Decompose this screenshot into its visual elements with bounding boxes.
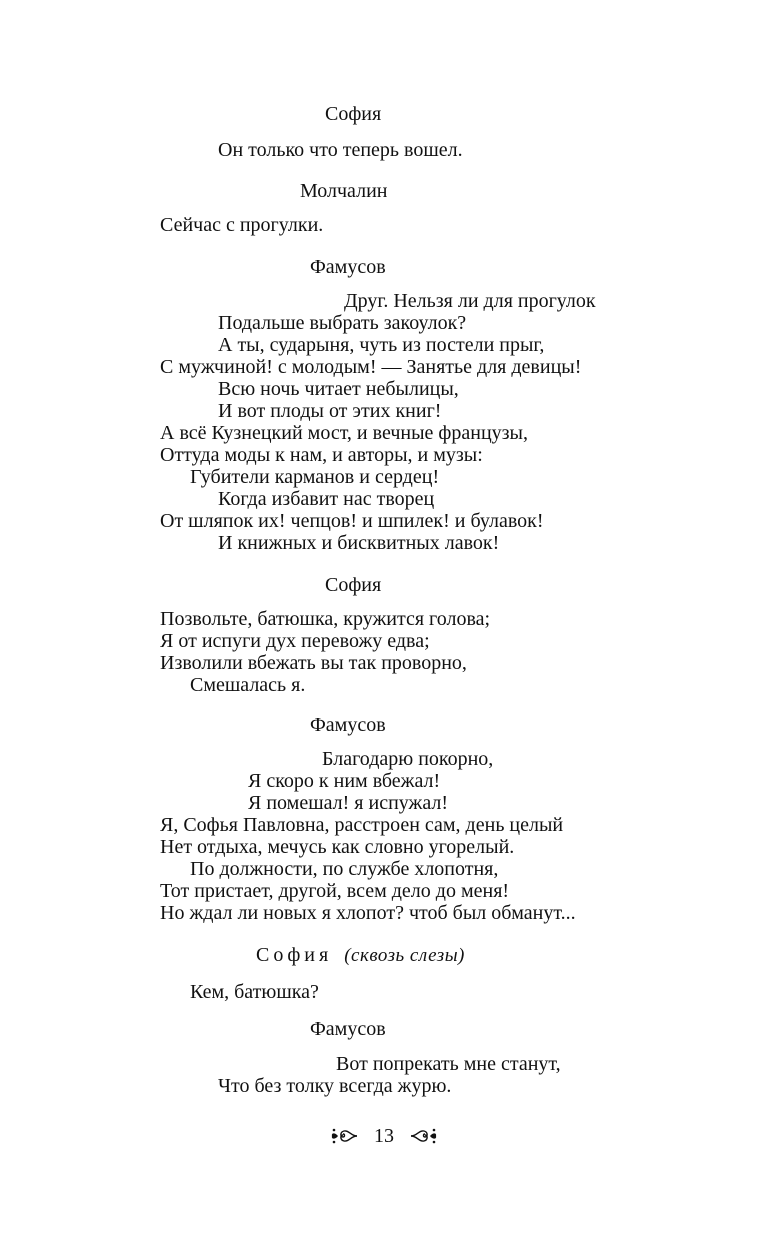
page-footer: [0, 1123, 768, 1148]
verse-line: Когда избавит нас творец: [218, 488, 435, 510]
verse-line: Что без толку всегда журю.: [218, 1075, 452, 1097]
speaker-name: Фамусов: [310, 256, 386, 278]
speaker-name: София: [256, 944, 333, 966]
verse-line: Я, Софья Павловна, расстроен сам, день целый: [160, 814, 564, 836]
left-ornament-icon: [329, 1126, 359, 1146]
speaker-name: Молчалин: [300, 180, 388, 202]
verse-line: Сейчас с прогулки.: [160, 214, 324, 236]
verse-line: Благодарю покорно,: [322, 748, 494, 770]
verse-line: Смешалась я.: [190, 674, 306, 696]
speaker-name: София: [325, 574, 382, 596]
verse-line: Нет отдыха, мечусь как словно угорелый.: [160, 836, 515, 858]
page-number: 13: [374, 1125, 394, 1148]
speaker-famusov: [310, 1018, 386, 1040]
verse-line: От шляпок их! чепцов! и шпилек! и булавок!: [160, 510, 544, 532]
verse-line: Оттуда моды к нам, и авторы, и музы:: [160, 444, 483, 466]
verse-line: Всю ночь читает небылицы,: [218, 378, 459, 400]
verse-line: Позвольте, батюшка, кружится голова;: [160, 608, 491, 630]
speaker-sofia: [256, 944, 465, 967]
verse-line: Но ждал ли новых я хлопот? чтоб был обманут...: [160, 902, 576, 924]
speaker-name: Фамусов: [310, 714, 386, 736]
verse-line: Я от испуги дух перевожу едва;: [160, 630, 430, 652]
verse-line: По должности, по службе хлопотня,: [190, 858, 499, 880]
speaker-molchalin: [300, 180, 388, 202]
verse-line: Я скоро к ним вбежал!: [248, 770, 441, 792]
speaker-famusov: [310, 256, 386, 278]
speaker-name: София: [325, 103, 382, 125]
speaker-sofia: [325, 574, 381, 596]
verse-line: Кем, батюшка?: [190, 981, 319, 1003]
verse-line: И вот плоды от этих книг!: [218, 400, 442, 422]
verse-line: Друг. Нельзя ли для прогулок: [344, 290, 596, 312]
verse-line: Подальше выбрать закоулок?: [218, 312, 467, 334]
verse-line: Он только что теперь вошел.: [218, 139, 463, 161]
verse-line: Вот попрекать мне станут,: [336, 1053, 561, 1075]
verse-line: Тот пристает, другой, всем дело до меня!: [160, 880, 510, 902]
verse-line: И книжных и бисквитных лавок!: [218, 532, 500, 554]
stage-direction: (сквозь слезы): [344, 945, 465, 966]
speaker-name: Фамусов: [310, 1018, 386, 1040]
verse-line: Я помешал! я испужал!: [248, 792, 449, 814]
verse-line: А ты, сударыня, чуть из постели прыг,: [218, 334, 545, 356]
verse-line: Изволили вбежать вы так проворно,: [160, 652, 467, 674]
verse-line: С мужчиной! с молодым! — Занятье для девицы!: [160, 356, 582, 378]
verse-line: А всё Кузнецкий мост, и вечные французы,: [160, 422, 528, 444]
speaker-sofia: [325, 103, 381, 125]
right-ornament-icon: [409, 1126, 439, 1146]
speaker-famusov: [310, 714, 386, 736]
verse-line: Губители карманов и сердец!: [190, 466, 440, 488]
